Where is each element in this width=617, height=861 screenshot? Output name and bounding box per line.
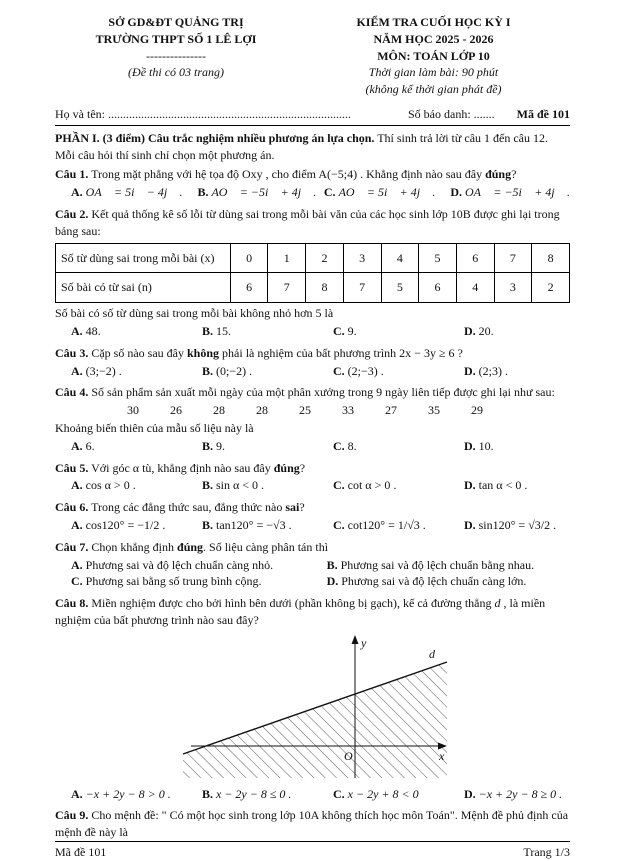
option-text: 20. [478,323,494,338]
option-text: OA⃗ = −5i⃗ + 4j⃗ . [465,185,570,200]
option-D [464,517,570,534]
option-letter: B. [201,323,213,338]
question-5-body: Với góc α tù, khẳng định nào sau đây [88,460,274,475]
option-letter: D. [463,438,476,453]
cell-n0: 6 [230,273,268,303]
question-1-bold-word: đúng [485,167,512,182]
question-4 [55,384,570,456]
option-B [202,477,333,494]
option-text: (2;3) . [478,363,508,378]
option-letter: A. [71,438,83,453]
question-7-bold-word: đúng [177,539,204,554]
option-text: cos120° = −1/2 . [85,517,166,532]
option-letter: C. [332,363,345,378]
option-C [333,363,464,380]
option-text: x − 2y − 8 ≤ 0 . [216,786,292,801]
part1-heading [55,130,570,164]
table-row-x [56,243,570,273]
option-letter: A. [71,323,83,338]
question-9 [55,807,570,841]
cell-n7: 3 [494,273,532,303]
option-letter: D. [463,786,476,801]
question-4-data-row [55,402,570,419]
data-value: 25 [299,403,311,418]
option-B [327,557,570,574]
department-name: SỞ GD&ĐT QUẢNG TRỊ [108,15,244,29]
option-letter: B. [326,557,338,572]
option-letter: B. [201,363,213,378]
question-8-figure-wrap [55,630,570,785]
row-header-n: Số bài có từ sai (n) [56,273,231,303]
option-letter: D. [463,517,476,532]
question-5-options [55,477,570,494]
option-text: (2;−3) . [347,363,384,378]
option-C [333,786,464,803]
question-5-tail: ? [299,460,306,475]
option-letter: C. [332,517,345,532]
school-year: NĂM HỌC 2025 - 2026 [373,31,494,46]
cell-n8: 2 [532,273,570,303]
question-4-body: Số sản phẩm sản xuất mỗi ngày của một phân xưởng trong 9 ngày liên tiếp được ghi lại như sau: [88,385,555,400]
question-2-label: Câu 2. [55,206,89,221]
cell-x2: 2 [306,243,344,273]
question-1-label: Câu 1. [55,167,89,182]
student-info-row [55,106,570,126]
question-6-text [55,499,570,516]
cell-x3: 3 [343,243,381,273]
option-text: x − 2y + 8 < 0 [347,786,419,801]
question-7-options [55,557,570,591]
row-header-x: Số từ dùng sai trong mỗi bài (x) [56,243,231,273]
option-C [333,323,464,340]
option-letter: A. [71,478,83,493]
option-text: cot α > 0 . [347,478,397,493]
cell-x4: 4 [381,243,419,273]
question-9-text [55,807,570,841]
question-5-label: Câu 5. [55,460,89,475]
question-8-options [55,786,570,803]
school-name: TRƯỜNG THPT SỐ 1 LÊ LỢI [95,31,257,46]
option-text: sin α < 0 . [216,478,265,493]
option-letter: B. [201,478,213,493]
page-footer [55,841,570,861]
cell-n1: 7 [268,273,306,303]
question-1 [55,166,570,203]
question-8-text [55,595,570,629]
exam-title: KIỂM TRA CUỐI HỌC KỲ I [356,15,511,29]
option-letter: A. [71,185,83,200]
option-text: sin120° = √3/2 . [478,517,557,532]
option-letter: A. [71,786,83,801]
question-5 [55,460,570,497]
cell-x5: 5 [419,243,457,273]
option-A [71,438,202,455]
cell-n3: 7 [343,273,381,303]
option-letter: C. [332,323,345,338]
option-D [464,438,570,455]
option-letter: C. [332,478,345,493]
option-text: (3;−2) . [85,363,122,378]
table-row-n [56,273,570,303]
question-4-followup: Khoảng biến thiên của mẫu số liệu này là [55,420,254,435]
option-letter: B. [201,438,213,453]
question-4-text [55,384,570,401]
data-value: 28 [213,403,225,418]
option-D [464,323,570,340]
question-6 [55,499,570,536]
divider-dashes: --------------- [146,48,206,63]
student-name-field: Họ và tên: ................................................................................. [55,106,351,121]
y-axis-label: y [360,635,366,650]
question-3-label: Câu 3. [55,345,89,360]
question-6-options [55,517,570,534]
option-text: 9. [347,323,357,338]
option-text: OA⃗ = 5i⃗ − 4j⃗ . [85,185,183,200]
question-7-body: Chọn khẳng định [88,539,178,554]
cell-x0: 0 [230,243,268,273]
option-C [71,573,327,590]
question-6-label: Câu 6. [55,500,89,515]
question-7-text [55,539,570,556]
x-axis-label: x [438,748,444,763]
question-3-tail: phải là nghiệm của bất phương trình 2x − 3y ≥ 6 ? [219,345,463,360]
question-2-options [55,323,570,340]
question-4-label: Câu 4. [55,385,89,400]
option-B [202,786,333,803]
question-2 [55,206,570,342]
question-3-text [55,345,570,362]
question-7-label: Câu 7. [55,539,89,554]
option-text: cos α > 0 . [85,478,136,493]
question-9-label: Câu 9. [55,808,89,823]
option-text: −x + 2y − 8 ≥ 0 . [478,786,563,801]
option-D [464,786,570,803]
option-A [71,557,327,574]
data-value: 33 [342,403,354,418]
candidate-number-field: Số báo danh: ....... [408,106,495,121]
question-5-bold-word: đúng [273,460,300,475]
question-3-body: Cặp số nào sau đây [88,345,187,360]
line-d-label: d [428,646,435,661]
question-1-options [55,184,570,201]
option-A [71,184,197,201]
option-letter: D. [450,185,463,200]
part1-title: PHẦN I. (3 điểm) Câu trắc nghiệm nhiều phương án lựa chọn. [55,130,375,145]
option-letter: C. [71,574,83,589]
option-A [71,786,202,803]
option-letter: D. [326,574,339,589]
question-8-body: Miền nghiệm được cho bởi hình bên dưới (phần không bị gạch), kể cả đường thẳng [88,596,495,611]
data-value: 35 [428,403,440,418]
question-8-line-name: d [494,596,501,611]
option-B [197,184,323,201]
pages-note: (Đề thi có 03 trang) [128,65,225,80]
data-value: 30 [127,403,139,418]
option-letter: B. [201,786,213,801]
option-C [324,184,450,201]
option-text: 15. [216,323,231,338]
question-4-options [55,438,570,455]
exam-code: Mã đề 101 [516,106,570,121]
option-B [202,363,333,380]
option-text: AO⃗ = 5i⃗ + 4j⃗ . [338,185,436,200]
cell-x8: 8 [532,243,570,273]
question-3 [55,345,570,382]
option-A [71,363,202,380]
option-A [71,517,202,534]
exam-header [55,14,570,98]
question-2-text [55,206,570,240]
option-text: 8. [347,438,357,453]
option-text: cot120° = 1/√3 . [347,517,426,532]
option-B [202,323,333,340]
cell-n4: 5 [381,273,419,303]
option-letter: A. [71,557,83,572]
cell-x6: 6 [456,243,494,273]
question-6-bold-word: sai [285,500,300,515]
question-2-followup: Số bài có số từ dùng sai trong mỗi bài không nhỏ hơn 5 là [55,306,334,321]
option-letter: D. [463,478,476,493]
question-3-bold-word: không [187,345,220,360]
part1-instructions: Thí sinh trả lời từ câu 1 đến câu 12. Mỗi câu hỏi thí sinh chỉ chọn một phương án. [55,130,549,162]
frequency-table [55,243,570,304]
question-1-body: Trong mặt phẳng với hệ tọa độ Oxy , cho điểm A(−5;4) . Khẳng định nào sau đây [88,167,486,182]
cell-n5: 6 [419,273,457,303]
option-C [333,477,464,494]
question-6-body: Trong các đẳng thức sau, đẳng thức nào [88,500,286,515]
data-value: 28 [256,403,268,418]
option-D [327,573,570,590]
option-letter: A. [71,363,83,378]
question-5-text [55,460,570,477]
origin-label: O [343,748,353,763]
option-letter: C. [332,438,345,453]
option-text: Phương sai và độ lệch chuẩn bằng nhau. [340,557,535,572]
question-2-body: Kết quả thống kê số lỗi từ dùng sai trong mỗi bài văn của các học sinh lớp 10B được ghi lại trong bảng sau: [55,206,560,238]
option-letter: B. [201,517,213,532]
question-1-text [55,166,570,183]
y-axis-arrow [351,635,358,644]
option-D [450,184,570,201]
option-B [202,438,333,455]
option-letter: A. [71,517,83,532]
cell-n6: 4 [456,273,494,303]
option-text: 48. [85,323,101,338]
option-C [333,438,464,455]
option-letter: C. [332,786,345,801]
option-text: tan120° = −√3 . [216,517,292,532]
cell-n2: 8 [306,273,344,303]
data-value: 29 [471,403,483,418]
question-3-options [55,363,570,380]
option-text: 6. [85,438,95,453]
option-B [202,517,333,534]
cell-x1: 1 [268,243,306,273]
option-D [464,477,570,494]
question-8-label: Câu 8. [55,596,89,611]
question-9-body: Cho mệnh đề: " Có một học sinh trong lớp 10A không thích học môn Toán". Mệnh đề phủ định của mệnh đề này là [55,808,569,840]
hatched-region [183,662,447,778]
option-text: AO⃗ = −5i⃗ + 4j⃗ . [211,185,317,200]
data-value: 27 [385,403,397,418]
header-left-block [55,14,297,98]
option-text: (0;−2) . [216,363,253,378]
option-text: −x + 2y − 8 > 0 . [85,786,171,801]
option-text: tan α < 0 . [478,478,528,493]
option-text: 9. [216,438,225,453]
half-plane-graph [177,630,449,780]
data-value: 26 [170,403,182,418]
subject-line: MÔN: TOÁN LỚP 10 [377,48,490,63]
option-letter: D. [463,363,476,378]
cell-x7: 7 [494,243,532,273]
time-limit: Thời gian làm bài: 90 phút [368,65,499,80]
option-text: Phương sai bằng số trung bình cộng. [85,574,262,589]
question-7-tail: . Số liệu càng phân tán thì [203,539,329,554]
question-6-tail: ? [299,500,305,515]
option-letter: C. [323,185,336,200]
footer-exam-code: Mã đề 101 [55,844,107,859]
question-7 [55,539,570,592]
time-note: (không kể thời gian phát đề) [365,82,502,97]
option-A [71,477,202,494]
option-letter: B. [197,185,209,200]
option-C [333,517,464,534]
question-1-tail: ? [511,167,517,182]
question-8 [55,595,570,804]
header-right-block [297,14,570,98]
option-letter: D. [463,323,476,338]
option-text: 10. [478,438,494,453]
option-A [71,323,202,340]
option-text: Phương sai và độ lệch chuẩn càng lớn. [341,574,527,589]
option-D [464,363,570,380]
footer-page-number: Trang 1/3 [523,844,570,859]
question-8-tail: , là miền nghiệm của bất phương trình nào sau đây? [55,596,546,627]
option-text: Phương sai và độ lệch chuẩn càng nhỏ. [85,557,274,572]
